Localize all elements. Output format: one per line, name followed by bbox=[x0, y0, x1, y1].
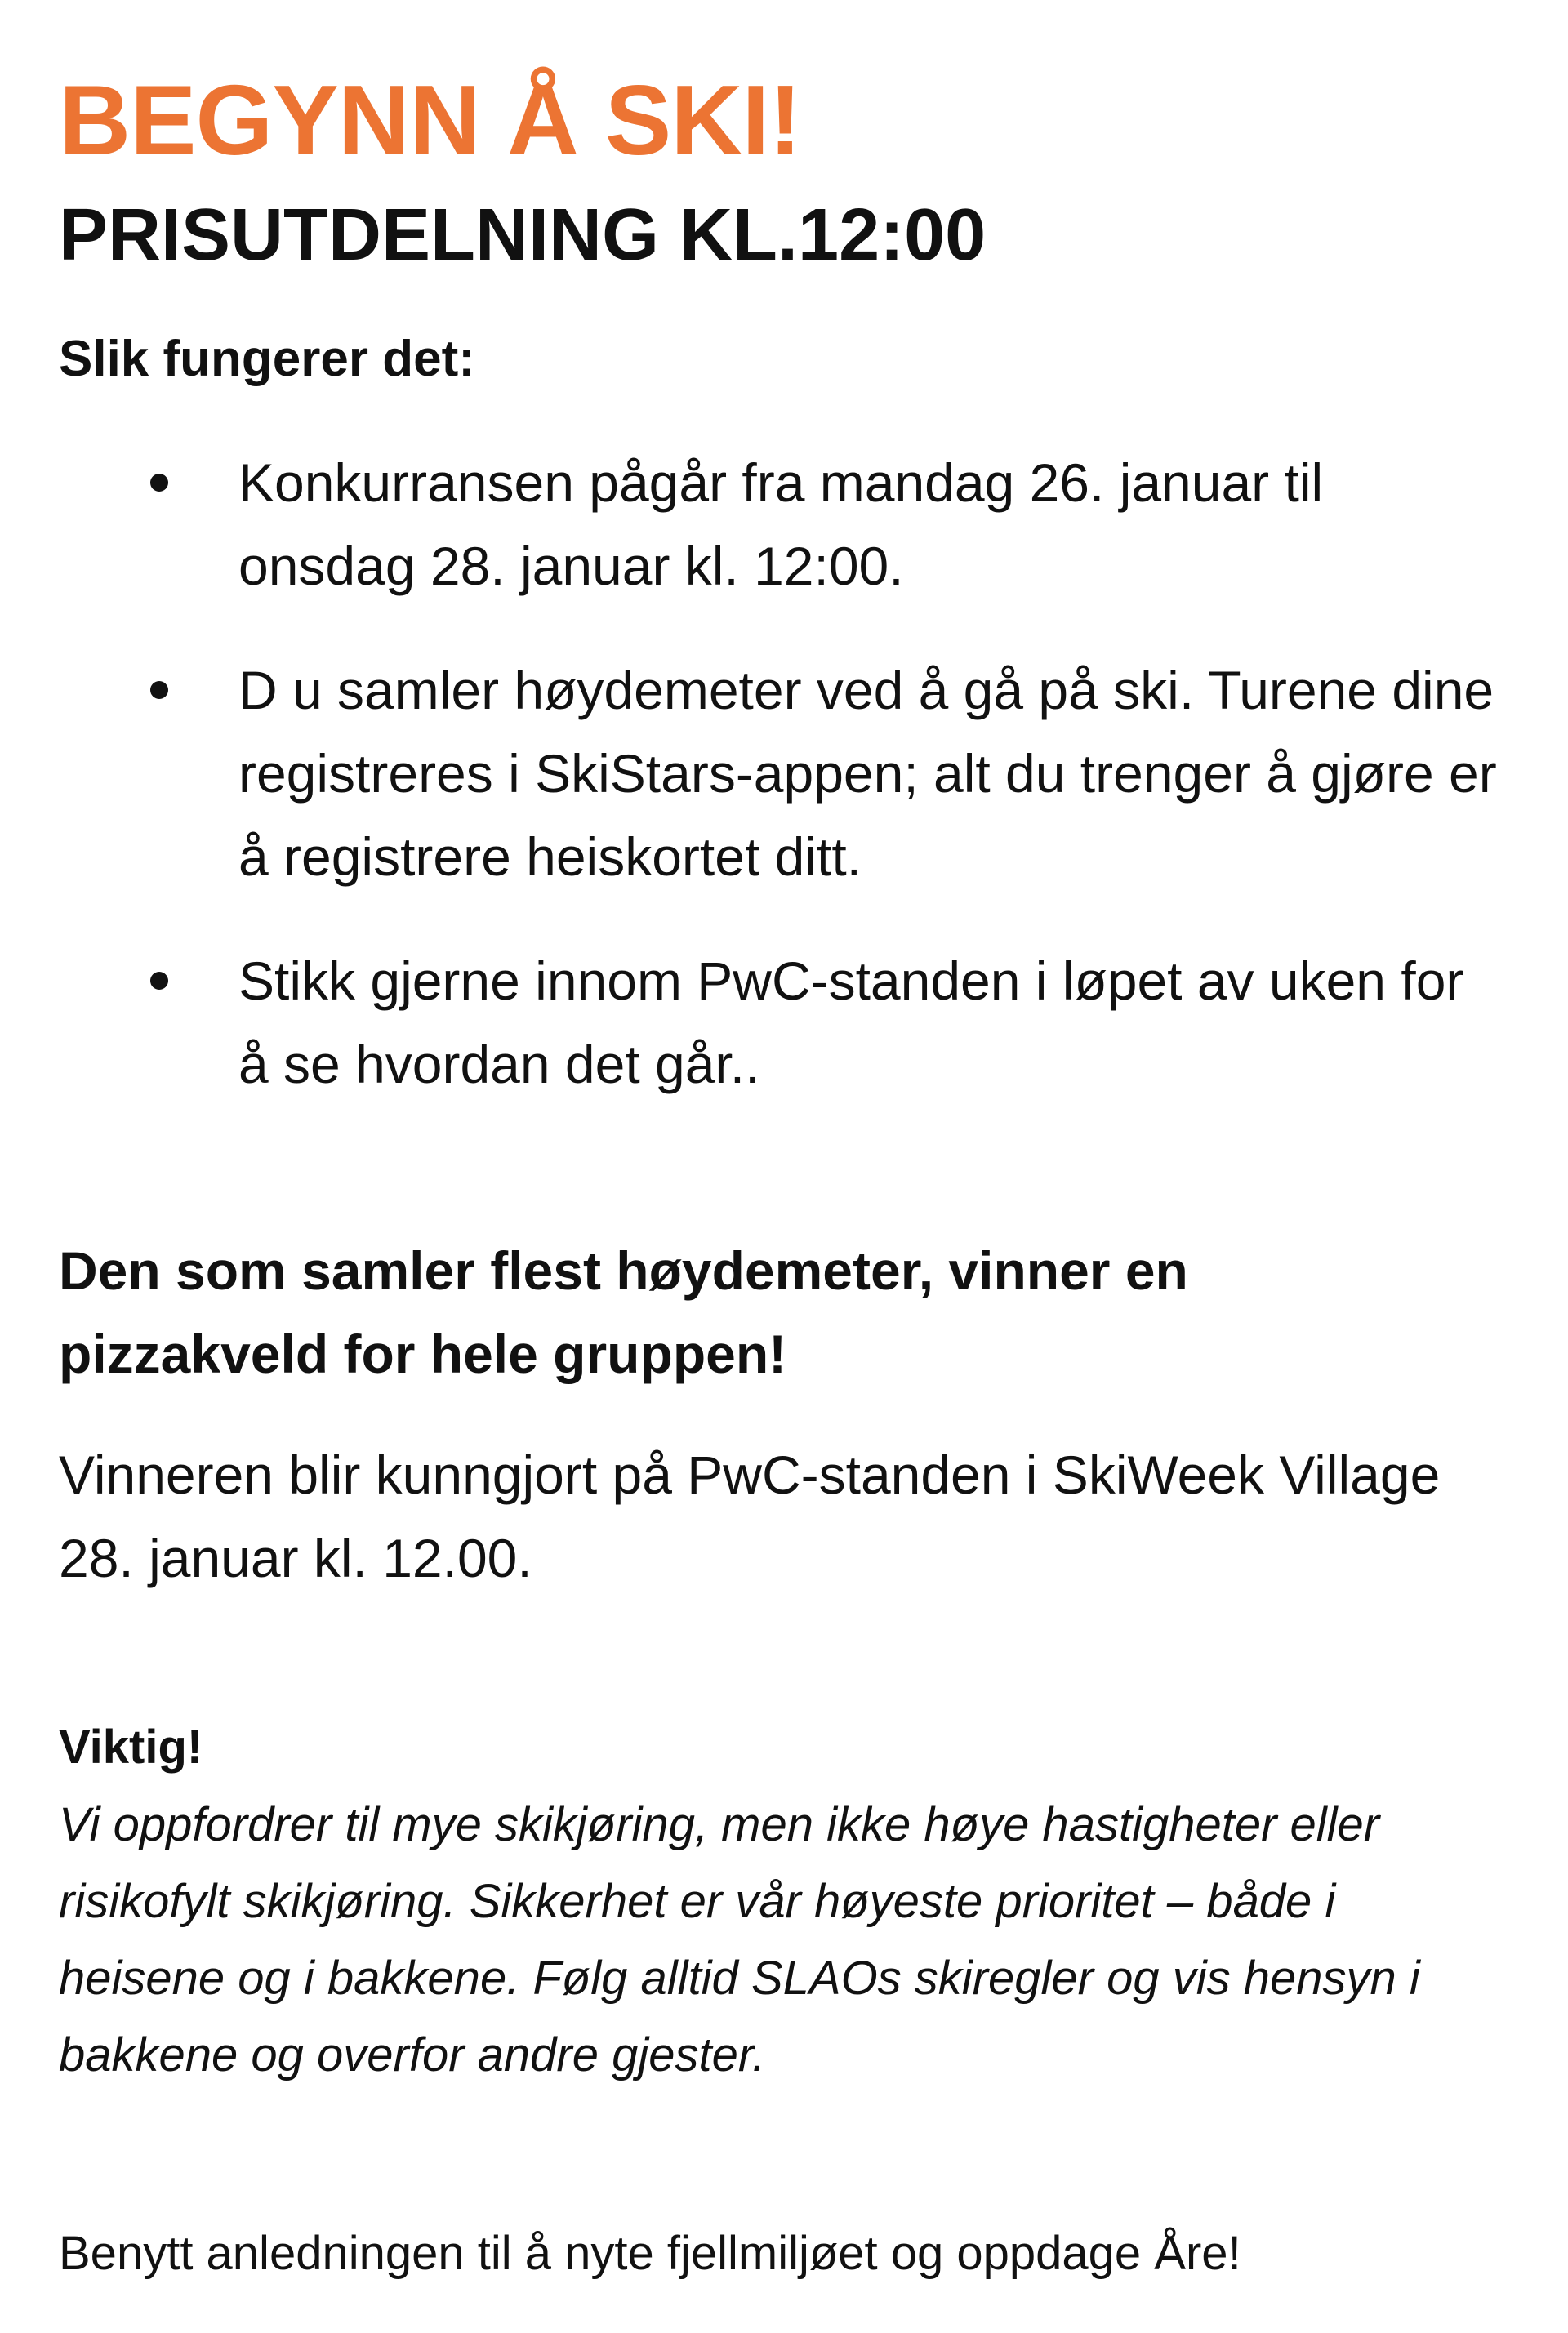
how-it-works-list bbox=[0, 441, 1568, 1146]
bullet-icon bbox=[150, 972, 168, 990]
bullet-icon bbox=[150, 681, 168, 699]
bullet-icon bbox=[150, 474, 168, 492]
page-subtitle: PRISUTDELNING KL.12:00 bbox=[59, 194, 987, 276]
how-it-works-heading: Slik fungerer det: bbox=[59, 331, 475, 387]
list-item-text: Stikk gjerne innom PwC-standen i løpet av uken for å se hvordan det går.. bbox=[238, 951, 1464, 1094]
closing-text: Benytt anledningen til å nyte fjellmiljøet og oppdage Åre! bbox=[59, 2227, 1241, 2280]
important-heading: Viktig! bbox=[59, 1721, 203, 1774]
list-item bbox=[0, 939, 1568, 1106]
list-item bbox=[0, 648, 1568, 898]
list-item bbox=[0, 441, 1568, 608]
list-item-text: D u samler høydemeter ved å gå på ski. Turene dine registreres i SkiStars-appen; alt du trenger å gjøre er å registrere heiskortet ditt. bbox=[238, 660, 1497, 887]
important-text: Vi oppfordrer til mye skikjøring, men ikke høye hastigheter eller risikofylt skikjøring. Sikkerhet er vår høyeste prioritet – både i heisene og i bakkene. Følg alltid SLAOs skiregler og vis hensyn i bakkene og overfor andre gjester. bbox=[59, 1798, 1420, 2081]
prize-statement: Den som samler flest høydemeter, vinner en pizzakveld for hele gruppen! bbox=[59, 1240, 1188, 1384]
list-item-text: Konkurransen pågår fra mandag 26. januar til onsdag 28. januar kl. 12:00. bbox=[238, 452, 1324, 596]
winner-announcement: Vinneren blir kunngjort på PwC-standen i SkiWeek Village 28. januar kl. 12.00. bbox=[59, 1445, 1441, 1588]
page-title: BEGYNN Å SKI! bbox=[59, 65, 801, 176]
